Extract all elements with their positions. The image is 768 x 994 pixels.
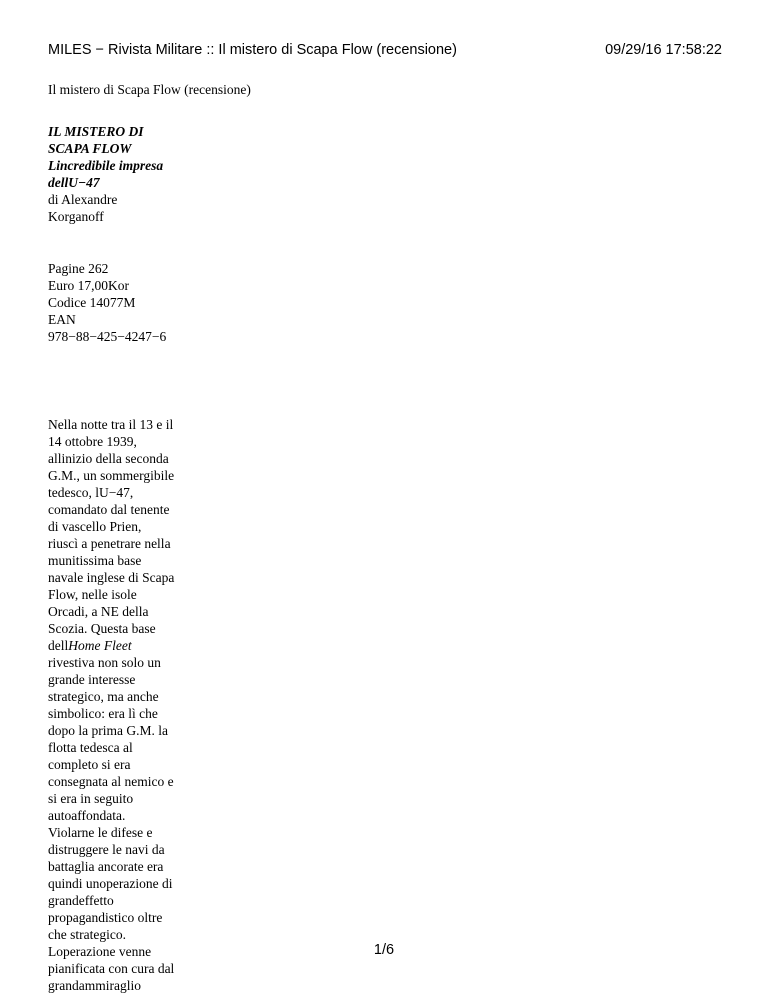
page-title: Il mistero di Scapa Flow (recensione) xyxy=(48,82,251,97)
home-fleet-prefix: dell xyxy=(48,638,69,653)
body-line: Nella notte tra il 13 e il xyxy=(48,417,174,432)
body-line: comandato dal tenente xyxy=(48,502,170,517)
body-line: pianificata con cura dal xyxy=(48,961,175,976)
body-line: flotta tedesca al xyxy=(48,740,133,755)
body-line: tedesco, lU−47, xyxy=(48,485,134,500)
body-line: quindi unoperazione di xyxy=(48,876,173,891)
body-line: grandammiraglio xyxy=(48,978,141,993)
body-line: autoaffondata. xyxy=(48,808,126,823)
body-line: battaglia ancorate era xyxy=(48,859,164,874)
print-header xyxy=(48,40,722,60)
body-line: 14 ottobre 1939, xyxy=(48,434,137,449)
ean-value: 978−88−425−4247−6 xyxy=(48,329,167,344)
body-line: che strategico. xyxy=(48,927,126,942)
review-body xyxy=(48,416,198,994)
body-line: si era in seguito xyxy=(48,791,134,806)
ean-label: EAN xyxy=(48,312,76,327)
body-line: dopo la prima G.M. la xyxy=(48,723,168,738)
body-line: Flow, nelle isole xyxy=(48,587,137,602)
book-title-line: IL MISTERO DI xyxy=(48,124,144,139)
header-datetime: 09/29/16 17:58:22 xyxy=(605,42,722,58)
body-line: strategico, ma anche xyxy=(48,689,159,704)
body-line: consegnata al nemico e xyxy=(48,774,174,789)
body-line: simbolico: era lì che xyxy=(48,706,158,721)
body-line: G.M., un sommergibile xyxy=(48,468,175,483)
body-line: rivestiva non solo un xyxy=(48,655,161,670)
page-number: 1/6 xyxy=(373,942,395,958)
book-title-line: SCAPA FLOW xyxy=(48,141,132,156)
pages-detail: Pagine 262 xyxy=(48,261,109,276)
home-fleet-italic: Home Fleet xyxy=(68,638,132,653)
price-detail: Euro 17,00Kor xyxy=(48,278,129,293)
body-line-home-fleet xyxy=(48,637,198,654)
body-line: di vascello Prien, xyxy=(48,519,142,534)
book-author-line: Korganoff xyxy=(48,209,104,224)
body-line: Orcadi, a NE della xyxy=(48,604,149,619)
book-details xyxy=(48,260,198,345)
header-title: MILES − Rivista Militare :: Il mistero di Scapa Flow (recensione) xyxy=(48,42,457,58)
book-subtitle-line: dellU−47 xyxy=(48,175,100,190)
body-line: allinizio della seconda xyxy=(48,451,169,466)
code-detail: Codice 14077M xyxy=(48,295,136,310)
body-line: riuscì a penetrare nella xyxy=(48,536,171,551)
body-line: completo si era xyxy=(48,757,131,772)
body-line: navale inglese di Scapa xyxy=(48,570,175,585)
body-line: grandeffetto xyxy=(48,893,114,908)
book-author-line: di Alexandre xyxy=(48,192,118,207)
book-info xyxy=(48,123,198,225)
body-line: munitissima base xyxy=(48,553,142,568)
body-line: propagandistico oltre xyxy=(48,910,163,925)
body-line: distruggere le navi da xyxy=(48,842,165,857)
body-line: Loperazione venne xyxy=(48,944,152,959)
body-line: Violarne le difese e xyxy=(48,825,153,840)
body-line: Scozia. Questa base xyxy=(48,621,156,636)
body-line: grande interesse xyxy=(48,672,136,687)
book-subtitle-line: Lincredibile impresa xyxy=(48,158,164,173)
